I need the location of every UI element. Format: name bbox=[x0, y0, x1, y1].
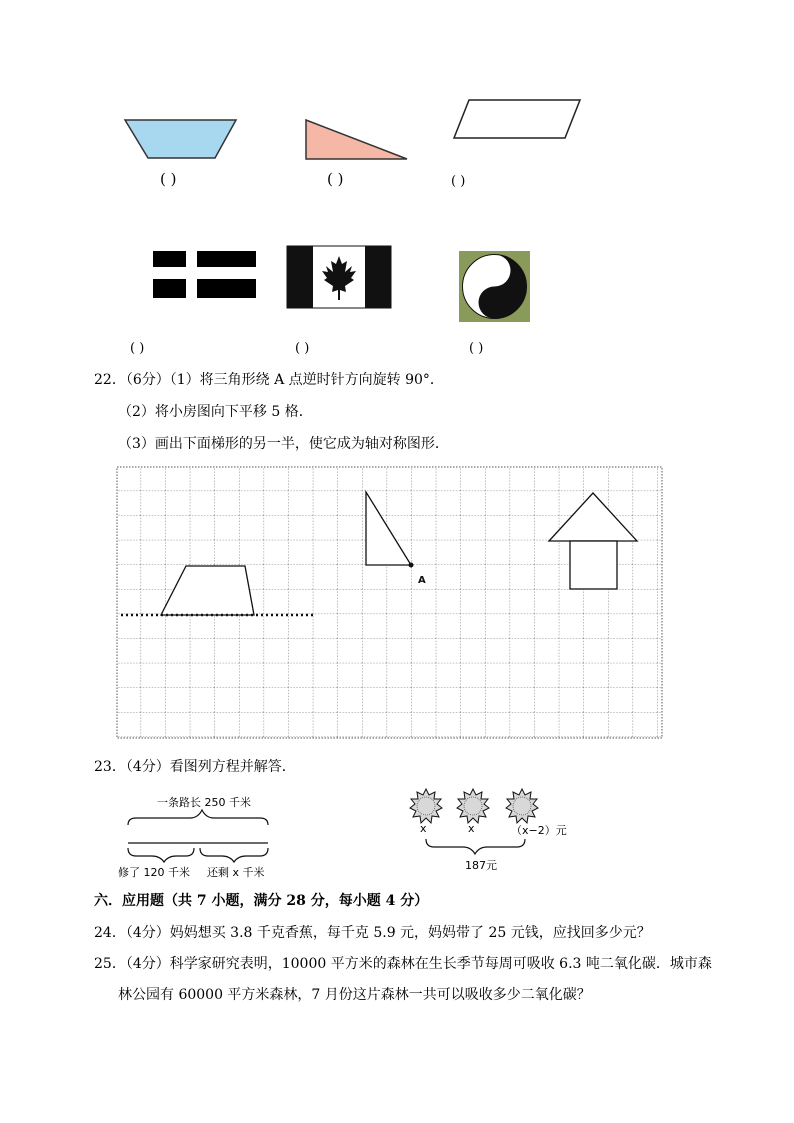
section6-title: 六．应用题（共 7 小题，满分 28 分，每小题 4 分） bbox=[94, 893, 429, 909]
answer-paren-yin-yang[interactable]: ( ) bbox=[469, 341, 484, 356]
price-x-3: （x−2）元 bbox=[511, 824, 567, 837]
q22-line3: （3）画出下面梯形的另一半，使它成为轴对称图形． bbox=[118, 436, 449, 452]
q23-line: 23．（4分）看图列方程并解答． bbox=[94, 759, 296, 775]
answer-paren-parallelogram[interactable]: ( ) bbox=[451, 174, 466, 189]
point-a-marker bbox=[409, 563, 414, 568]
starburst-item-3 bbox=[506, 789, 538, 823]
parallelogram-shape bbox=[454, 100, 580, 138]
road-total-label: 一条路长 250 千米 bbox=[157, 796, 251, 809]
answer-paren-bars-flag[interactable]: ( ) bbox=[130, 341, 145, 356]
price-total: 187元 bbox=[465, 859, 497, 872]
shapes-svg bbox=[112, 96, 584, 360]
q25-line1: 25．（4分）科学家研究表明，10000 平方米的森林在生长季节每周可吸收 6.3 吨二氧化碳．城市森 bbox=[94, 956, 712, 972]
answer-paren-canada-flag[interactable]: ( ) bbox=[295, 341, 310, 356]
grid-svg bbox=[116, 466, 664, 740]
price-x-1: x bbox=[420, 822, 427, 835]
answer-paren-triangle[interactable]: ( ) bbox=[327, 170, 344, 188]
house-body bbox=[570, 541, 617, 589]
q22-line2: （2）将小房图向下平移 5 格． bbox=[118, 404, 313, 420]
starburst-item-1 bbox=[410, 789, 442, 823]
price-x-2: x bbox=[468, 822, 475, 835]
grid-figure[interactable] bbox=[116, 466, 664, 740]
canada-flag bbox=[287, 246, 391, 308]
road-left-label: 还剩 x 千米 bbox=[207, 866, 265, 879]
road-done-label: 修了 120 千米 bbox=[118, 866, 190, 879]
q25-line2: 林公园有 60000 平方米森林，7 月份这片森林一共可以吸收多少二氧化碳？ bbox=[118, 987, 591, 1003]
point-a-label: A bbox=[418, 575, 426, 586]
q24-line: 24．（4分）妈妈想买 3.8 千克香蕉，每千克 5.9 元，妈妈带了 25 元钱，应找回多少元？ bbox=[94, 925, 651, 941]
shapes-figure bbox=[112, 96, 584, 360]
yin-yang-symbol bbox=[459, 251, 530, 322]
answer-paren-trapezoid[interactable]: ( ) bbox=[160, 170, 177, 188]
q22-line1: 22．（6分）（1）将三角形绕 A 点逆时针方向旋转 90°． bbox=[94, 372, 444, 388]
starburst-item-2 bbox=[457, 789, 489, 823]
